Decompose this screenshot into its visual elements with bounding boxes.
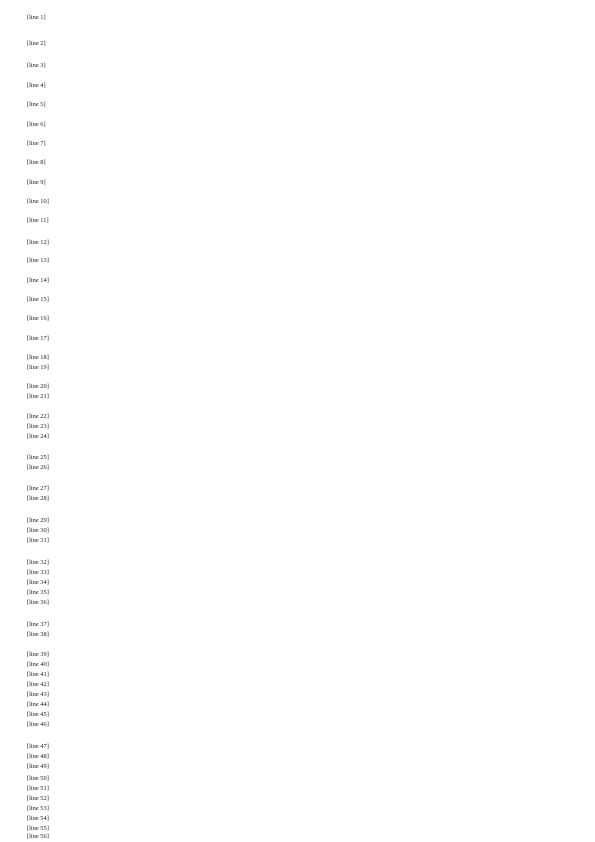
text-line: [line 26] bbox=[27, 464, 49, 471]
text-line: [line 42] bbox=[27, 681, 49, 688]
text-line: [line 25] bbox=[27, 454, 49, 461]
text-line: [line 4] bbox=[27, 82, 46, 89]
text-line: [line 30] bbox=[27, 527, 49, 534]
text-line: [line 53] bbox=[27, 805, 49, 812]
text-line: [line 46] bbox=[27, 721, 49, 728]
text-line: [line 16] bbox=[27, 315, 49, 322]
text-line: [line 10] bbox=[27, 198, 49, 205]
text-line: [line 22] bbox=[27, 413, 49, 420]
text-line: [line 37] bbox=[27, 621, 49, 628]
text-line: [line 20] bbox=[27, 383, 49, 390]
text-line: [line 24] bbox=[27, 433, 49, 440]
text-line: [line 5] bbox=[27, 101, 46, 108]
text-line: [line 50] bbox=[27, 775, 49, 782]
text-line: [line 47] bbox=[27, 743, 49, 750]
text-line: [line 27] bbox=[27, 485, 49, 492]
text-line: [line 21] bbox=[27, 393, 49, 400]
text-line: [line 48] bbox=[27, 753, 49, 760]
text-line: [line 3] bbox=[27, 62, 46, 69]
text-line: [line 1] bbox=[27, 14, 46, 21]
text-line: [line 19] bbox=[27, 364, 49, 371]
text-line: [line 8] bbox=[27, 159, 46, 166]
text-line: [line 40] bbox=[27, 661, 49, 668]
text-line: [line 36] bbox=[27, 599, 49, 606]
text-line: [line 23] bbox=[27, 423, 49, 430]
text-line: [line 49] bbox=[27, 763, 49, 770]
text-line: [line 13] bbox=[27, 257, 49, 264]
text-line: [line 44] bbox=[27, 701, 49, 708]
text-line: [line 33] bbox=[27, 569, 49, 576]
text-line: [line 55] bbox=[27, 825, 49, 832]
text-line: [line 54] bbox=[27, 815, 49, 822]
text-line: [line 45] bbox=[27, 711, 49, 718]
text-line: [line 28] bbox=[27, 495, 49, 502]
text-line: [line 15] bbox=[27, 296, 49, 303]
text-line: [line 7] bbox=[27, 140, 46, 147]
text-line: [line 31] bbox=[27, 537, 49, 544]
text-line: [line 11] bbox=[27, 217, 49, 224]
text-line: [line 14] bbox=[27, 277, 49, 284]
text-line: [line 56] bbox=[27, 833, 49, 840]
text-line: [line 32] bbox=[27, 559, 49, 566]
text-line: [line 34] bbox=[27, 579, 49, 586]
text-line: [line 35] bbox=[27, 589, 49, 596]
text-line: [line 9] bbox=[27, 179, 46, 186]
text-line: [line 41] bbox=[27, 671, 49, 678]
text-line: [line 43] bbox=[27, 691, 49, 698]
text-line: [line 12] bbox=[27, 239, 49, 246]
text-line: [line 52] bbox=[27, 795, 49, 802]
text-line: [line 29] bbox=[27, 517, 49, 524]
text-line: [line 51] bbox=[27, 785, 49, 792]
text-line: [line 38] bbox=[27, 631, 49, 638]
text-line: [line 17] bbox=[27, 335, 49, 342]
text-line: [line 39] bbox=[27, 651, 49, 658]
text-line: [line 6] bbox=[27, 121, 46, 128]
text-line: [line 18] bbox=[27, 354, 49, 361]
text-line: [line 2] bbox=[27, 40, 46, 47]
